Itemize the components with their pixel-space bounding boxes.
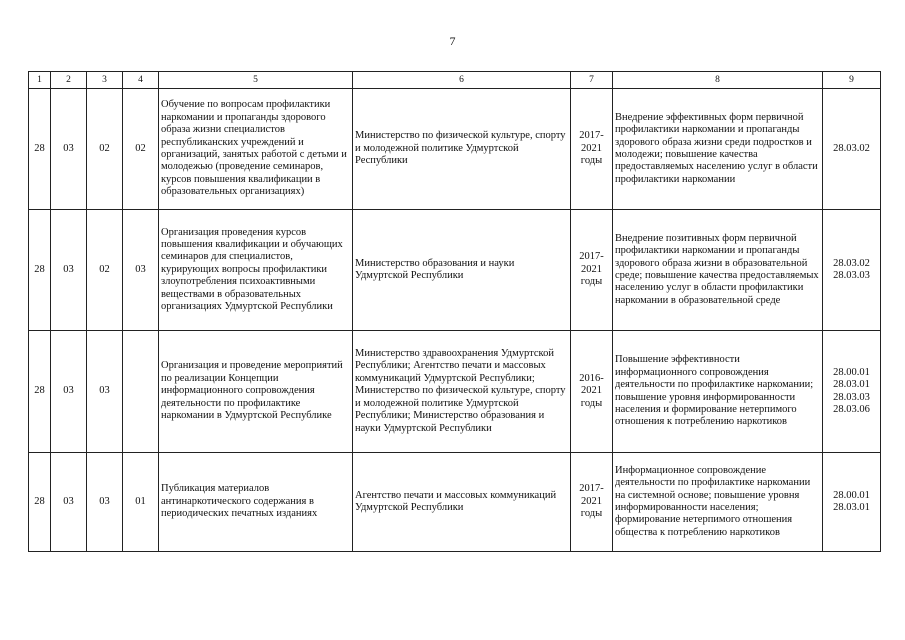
header-cell: 7 [571, 72, 613, 89]
code-cell: 03 [87, 331, 123, 453]
indicator-cell [823, 210, 881, 331]
code-cell [123, 331, 159, 453]
code-cell: 03 [51, 210, 87, 331]
header-cell: 8 [613, 72, 823, 89]
program-table [28, 71, 881, 552]
code-cell: 03 [51, 89, 87, 210]
header-cell: 6 [353, 72, 571, 89]
period-cell: 2017-2021 годы [571, 89, 613, 210]
indicator-cell [823, 89, 881, 210]
indicator-code: 28.00.01 [833, 489, 870, 501]
code-cell: 03 [51, 453, 87, 552]
indicator-code: 28.03.03 [833, 270, 870, 281]
indicator-cell [823, 331, 881, 453]
code-cell: 28 [29, 453, 51, 552]
period-cell: 2017-2021 годы [571, 453, 613, 552]
code-cell: 02 [87, 210, 123, 331]
executor-cell: Агентство печати и массовых коммуникаций Удмуртской Республики [353, 453, 571, 552]
header-cell: 4 [123, 72, 159, 89]
code-cell: 03 [51, 331, 87, 453]
page-number: 7 [449, 34, 456, 48]
header-cell: 2 [51, 72, 87, 89]
header-cell: 1 [29, 72, 51, 89]
header-cell: 5 [159, 72, 353, 89]
indicator-code: 28.03.03 [833, 391, 870, 403]
code-cell: 28 [29, 331, 51, 453]
event-cell: Организация проведения курсов повышения квалификации и обучающих семинаров для специалистов, курирующих вопросы профилактики злоупотребления психоактивными веществами в образовательных организациях Удмуртской Республики [159, 210, 353, 331]
executor-cell: Министерство образования и науки Удмуртской Республики [353, 210, 571, 331]
header-cell: 9 [823, 72, 881, 89]
indicator-code: 28.03.02 [833, 257, 870, 269]
executor-cell: Министерство по физической культуре, спорту и молодежной политике Удмуртской Республики [353, 89, 571, 210]
result-cell: Повышение эффективности информационного сопровождения деятельности по профилактике наркомании; повышение уровня информированности населения и формирование нетерпимого отношения к потреблению наркотиков [613, 331, 823, 453]
code-cell: 02 [123, 89, 159, 210]
indicator-code: 28.03.01 [833, 502, 870, 513]
indicator-cell [823, 453, 881, 552]
event-cell: Организация и проведение мероприятий по реализации Концепции информационного сопровождения деятельности по профилактике наркомании в Удмуртской Республике [159, 331, 353, 453]
indicator-code: 28.03.01 [833, 379, 870, 391]
table-row [29, 210, 881, 331]
code-cell: 28 [29, 89, 51, 210]
result-cell: Внедрение эффективных форм первичной профилактики наркомании и пропаганды здорового образа жизни среди подростков и молодежи; повышение качества предоставляемых населению услуг в области профилактики наркомании [613, 89, 823, 210]
header-cell: 3 [87, 72, 123, 89]
code-cell: 01 [123, 453, 159, 552]
code-cell: 03 [87, 453, 123, 552]
indicator-code: 28.00.01 [833, 366, 870, 378]
indicator-code: 28.03.02 [833, 142, 870, 154]
table-row [29, 89, 881, 210]
indicator-code: 28.03.06 [833, 403, 870, 415]
table-row [29, 453, 881, 552]
code-cell: 02 [87, 89, 123, 210]
executor-cell: Министерство здравоохранения Удмуртской Республики; Агентство печати и массовых коммуникаций Удмуртской Республики; Министерство по физической культуре, спорту и молодежной политике Удмуртской Республики; Министерство образования и науки Удмуртской Республики [353, 331, 571, 453]
result-cell: Информационное сопровождение деятельности по профилактике наркомании на системной основе; повышение уровня информированности населения; формирование нетерпимого отношения общества к потреблению наркотиков [613, 453, 823, 552]
header-row [29, 72, 881, 89]
event-cell: Публикация материалов антинаркотического содержания в периодических печатных изданиях [159, 453, 353, 552]
event-cell: Обучение по вопросам профилактики наркомании и пропаганды здорового образа жизни специалистов республиканских учреждений и организаций, занятых работой с детьми и молодежью (проведение семинаров, курсов повышения квалификации в образовательных организациях) [159, 89, 353, 210]
result-cell: Внедрение позитивных форм первичной профилактики наркомании и пропаганды здорового образа жизни в образовательной среде; повышение качества предоставляемых населению услуг в области профилактики наркомании в образовательной среде [613, 210, 823, 331]
code-cell: 03 [123, 210, 159, 331]
period-cell: 2017-2021 годы [571, 210, 613, 331]
table-row [29, 331, 881, 453]
code-cell: 28 [29, 210, 51, 331]
period-cell: 2016-2021 годы [571, 331, 613, 453]
